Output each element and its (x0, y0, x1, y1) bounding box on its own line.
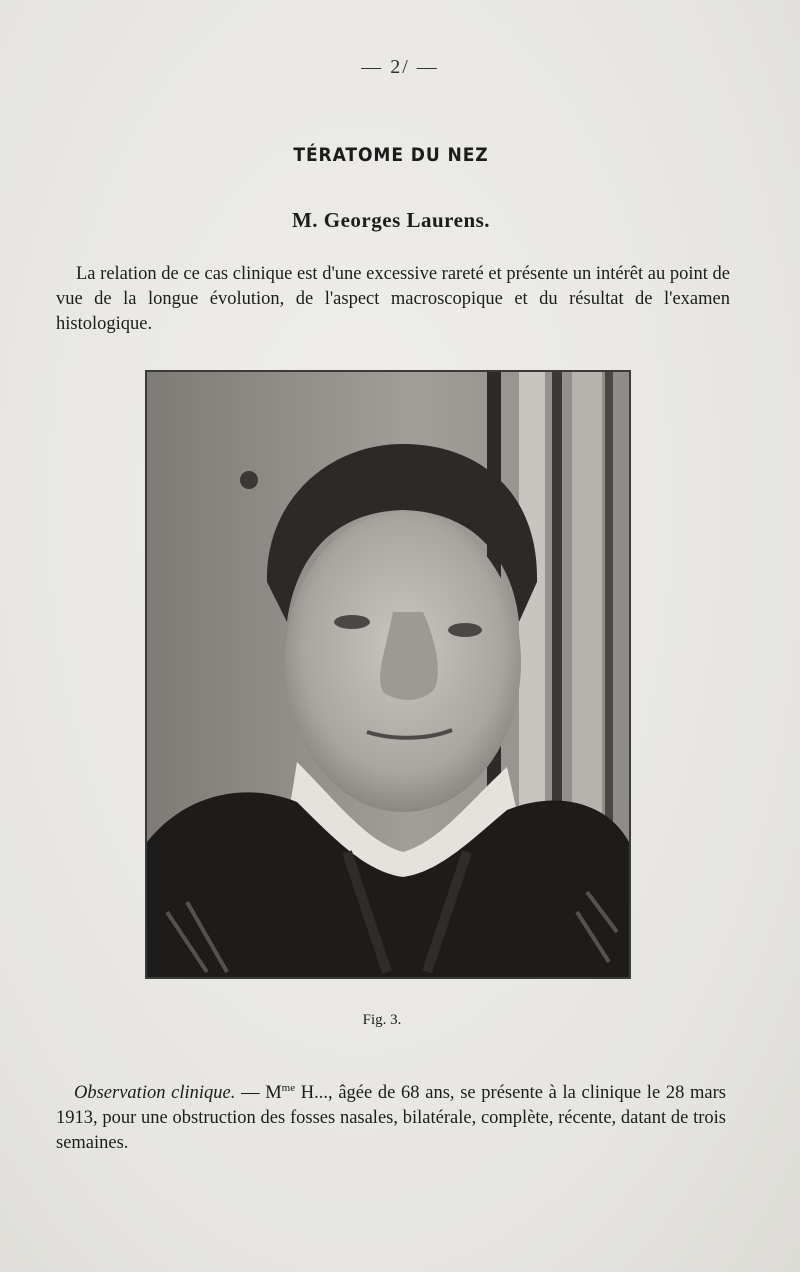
observation-lead: Observation clinique. (74, 1083, 236, 1104)
title-superscript: me (281, 1082, 296, 1094)
article-author: M. Georges Laurens. (291, 208, 491, 232)
article-title: TÉRATOME DU NEZ (293, 144, 489, 166)
page-number: — 2/ — (361, 56, 439, 78)
observation-text: H..., âgée de 68 ans, se présente à la clinique le 28 mars 1913, pour une obstruction des fosses nasales, bilatérale, complète, récente, datant de trois semaines. (56, 1083, 726, 1154)
figure-caption: Fig. 3. (362, 1012, 402, 1028)
observation-paragraph (56, 1076, 726, 1156)
portrait-image (147, 372, 629, 977)
intro-paragraph: La relation de ce cas clinique est d'une excessive rareté et présente un intérêt au point de vue de la longue évolution, de l'aspect macroscopique et du résultat de l'examen histologique. (56, 264, 730, 334)
observation-dash: — M (235, 1083, 282, 1104)
portrait-photograph (145, 370, 631, 979)
